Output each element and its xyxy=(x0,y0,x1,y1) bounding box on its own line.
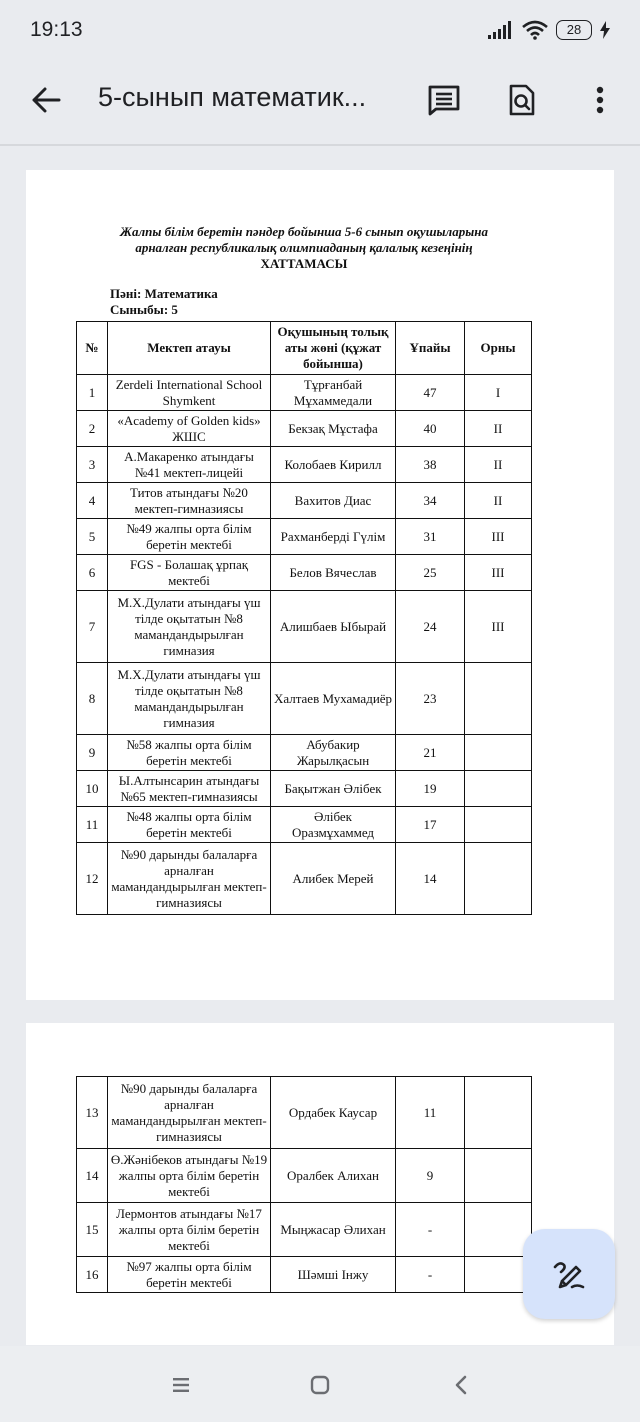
subject-label: Пәні: Математика xyxy=(110,286,218,301)
cell-place: II xyxy=(465,483,532,519)
cell-number: 9 xyxy=(77,735,108,771)
table-row xyxy=(77,735,532,771)
cell-student: Мыңжасар Әлихан xyxy=(271,1203,396,1257)
table-row xyxy=(77,843,532,915)
cell-student: Алибек Мерей xyxy=(271,843,396,915)
cell-number: 3 xyxy=(77,447,108,483)
cell-score: - xyxy=(396,1203,465,1257)
cell-student: Рахманберді Гүлім xyxy=(271,519,396,555)
status-bar xyxy=(0,0,640,60)
cell-score: - xyxy=(396,1257,465,1293)
cell-number: 13 xyxy=(77,1077,108,1149)
cell-place xyxy=(465,771,532,807)
results-table xyxy=(76,321,532,915)
cell-student: Бақытжан Әлібек xyxy=(271,771,396,807)
cell-school: №97 жалпы орта білім беретін мектебі xyxy=(108,1257,271,1293)
more-vert-icon xyxy=(596,86,604,114)
cell-school: Ө.Жәнібеков атындағы №19 жалпы орта білім беретін мектебі xyxy=(108,1149,271,1203)
home-icon xyxy=(310,1375,330,1395)
cell-school: Лермонтов атындағы №17 жалпы орта білім беретін мектебі xyxy=(108,1203,271,1257)
table-row xyxy=(77,771,532,807)
cell-place xyxy=(465,1257,532,1293)
comments-button[interactable] xyxy=(422,78,466,122)
cell-student: Белов Вячеслав xyxy=(271,555,396,591)
cell-student: Халтаев Мухамадиёр xyxy=(271,663,396,735)
cell-number: 11 xyxy=(77,807,108,843)
arrow-back-icon xyxy=(31,87,61,113)
document-title: 5-сынып математик... xyxy=(98,82,367,112)
cell-place xyxy=(465,843,532,915)
cell-number: 16 xyxy=(77,1257,108,1293)
recents-button[interactable] xyxy=(166,1370,196,1400)
cell-school: М.Х.Дулати атындағы үш тілде оқытатын №8 мамандандырылған гимназия xyxy=(108,591,271,663)
table-row xyxy=(77,1077,532,1149)
cell-score: 9 xyxy=(396,1149,465,1203)
table-row xyxy=(77,591,532,663)
find-in-document-icon xyxy=(508,84,536,116)
title-line-3: ХАТТАМАСЫ xyxy=(260,256,348,271)
table-row xyxy=(77,1149,532,1203)
recents-icon xyxy=(172,1377,190,1393)
cell-score: 25 xyxy=(396,555,465,591)
table-row xyxy=(77,555,532,591)
table-row xyxy=(77,447,532,483)
cell-student: Вахитов Диас xyxy=(271,483,396,519)
cell-number: 14 xyxy=(77,1149,108,1203)
cell-school: №49 жалпы орта білім беретін мектебі xyxy=(108,519,271,555)
cell-place xyxy=(465,1077,532,1149)
app-bar xyxy=(0,60,640,142)
cell-school: FGS - Болашақ ұрпақ мектебі xyxy=(108,555,271,591)
cell-place: III xyxy=(465,555,532,591)
charging-icon xyxy=(600,21,610,39)
protocol-title xyxy=(76,224,532,272)
table-row xyxy=(77,411,532,447)
battery-indicator: 28 xyxy=(556,20,592,40)
header-place: Орны xyxy=(465,322,532,375)
cell-school: Ы.Алтынсарин атындағы №65 мектеп-гимназиясы xyxy=(108,771,271,807)
more-options-button[interactable] xyxy=(578,78,622,122)
find-button[interactable] xyxy=(500,78,544,122)
document-page-1[interactable] xyxy=(26,170,614,1000)
cell-score: 40 xyxy=(396,411,465,447)
table-row xyxy=(77,519,532,555)
header-number: № xyxy=(77,322,108,375)
cell-student: Бекзақ Мұстафа xyxy=(271,411,396,447)
wifi-icon xyxy=(522,20,548,40)
cell-student: Шәмші Інжу xyxy=(271,1257,396,1293)
table-row xyxy=(77,1203,532,1257)
table-row xyxy=(77,807,532,843)
cell-place: I xyxy=(465,375,532,411)
cell-place xyxy=(465,735,532,771)
cell-student: Колобаев Кирилл xyxy=(271,447,396,483)
cell-school: Zerdeli International School Shymkent xyxy=(108,375,271,411)
cell-number: 6 xyxy=(77,555,108,591)
system-nav-bar xyxy=(0,1346,640,1422)
cell-score: 19 xyxy=(396,771,465,807)
cell-school: Титов атындағы №20 мектеп-гимназиясы xyxy=(108,483,271,519)
cell-school: «Academy of Golden kids» ЖШС xyxy=(108,411,271,447)
cell-place xyxy=(465,1203,532,1257)
cell-number: 8 xyxy=(77,663,108,735)
cell-number: 12 xyxy=(77,843,108,915)
cell-student: Алишбаев Ыбырай xyxy=(271,591,396,663)
back-button[interactable] xyxy=(26,80,66,120)
cell-number: 2 xyxy=(77,411,108,447)
table-header-row xyxy=(77,322,532,375)
cell-number: 1 xyxy=(77,375,108,411)
cell-school: №90 дарынды балаларға арналған мамандандырылған мектеп-гимназиясы xyxy=(108,1077,271,1149)
home-button[interactable] xyxy=(305,1370,335,1400)
cell-score: 17 xyxy=(396,807,465,843)
protocol-meta xyxy=(110,286,218,318)
cell-place xyxy=(465,1149,532,1203)
status-icons xyxy=(488,20,610,40)
cell-place xyxy=(465,807,532,843)
cell-student: Абубакир Жарылқасын xyxy=(271,735,396,771)
cell-score: 23 xyxy=(396,663,465,735)
title-line-1: Жалпы білім беретін пәндер бойынша 5-6 сынып оқушыларына xyxy=(120,224,488,239)
table-row xyxy=(77,483,532,519)
cell-student: Ордабек Каусар xyxy=(271,1077,396,1149)
table-row xyxy=(77,375,532,411)
table-row xyxy=(77,663,532,735)
status-time: 19:13 xyxy=(30,18,83,41)
edit-sign-icon xyxy=(552,1257,586,1291)
cell-score: 24 xyxy=(396,591,465,663)
cell-number: 5 xyxy=(77,519,108,555)
cell-place xyxy=(465,663,532,735)
cell-number: 4 xyxy=(77,483,108,519)
header-student: Оқушының толық аты жөні (құжат бойынша) xyxy=(271,322,396,375)
results-table-continued xyxy=(76,1076,532,1293)
cell-score: 21 xyxy=(396,735,465,771)
cell-student: Оралбек Алихан xyxy=(271,1149,396,1203)
table-row xyxy=(77,1257,532,1293)
cell-score: 31 xyxy=(396,519,465,555)
header-school: Мектеп атауы xyxy=(108,322,271,375)
cell-school: №90 дарынды балаларға арналған мамандандырылған мектеп-гимназиясы xyxy=(108,843,271,915)
cell-school: А.Макаренко атындағы №41 мектеп-лицейі xyxy=(108,447,271,483)
signal-icon xyxy=(488,21,514,39)
cell-place: III xyxy=(465,519,532,555)
cell-place: II xyxy=(465,411,532,447)
edit-fab-button[interactable] xyxy=(523,1229,615,1319)
cell-score: 47 xyxy=(396,375,465,411)
cell-school: №48 жалпы орта білім беретін мектебі xyxy=(108,807,271,843)
app-actions xyxy=(422,78,622,122)
cell-score: 34 xyxy=(396,483,465,519)
cell-number: 10 xyxy=(77,771,108,807)
cell-number: 15 xyxy=(77,1203,108,1257)
cell-place: II xyxy=(465,447,532,483)
cell-score: 11 xyxy=(396,1077,465,1149)
cell-number: 7 xyxy=(77,591,108,663)
cell-school: М.Х.Дулати атындағы үш тілде оқытатын №8 мамандандырылған гимназия xyxy=(108,663,271,735)
title-line-2: арналған республикалық олимпиаданың қалалық кезеңінің xyxy=(135,240,473,255)
cell-student: Тұрғанбай Мұхаммедали xyxy=(271,375,396,411)
grade-label: Сыныбы: 5 xyxy=(110,302,178,317)
cell-school: №58 жалпы орта білім беретін мектебі xyxy=(108,735,271,771)
cell-score: 38 xyxy=(396,447,465,483)
cell-student: Әлібек Оразмұхаммед xyxy=(271,807,396,843)
cell-place: III xyxy=(465,591,532,663)
cell-score: 14 xyxy=(396,843,465,915)
comment-icon xyxy=(427,84,461,116)
header-score: Ұпайы xyxy=(396,322,465,375)
app-bar-divider xyxy=(0,144,640,146)
chevron-left-icon xyxy=(454,1375,468,1395)
back-nav-button[interactable] xyxy=(446,1370,476,1400)
